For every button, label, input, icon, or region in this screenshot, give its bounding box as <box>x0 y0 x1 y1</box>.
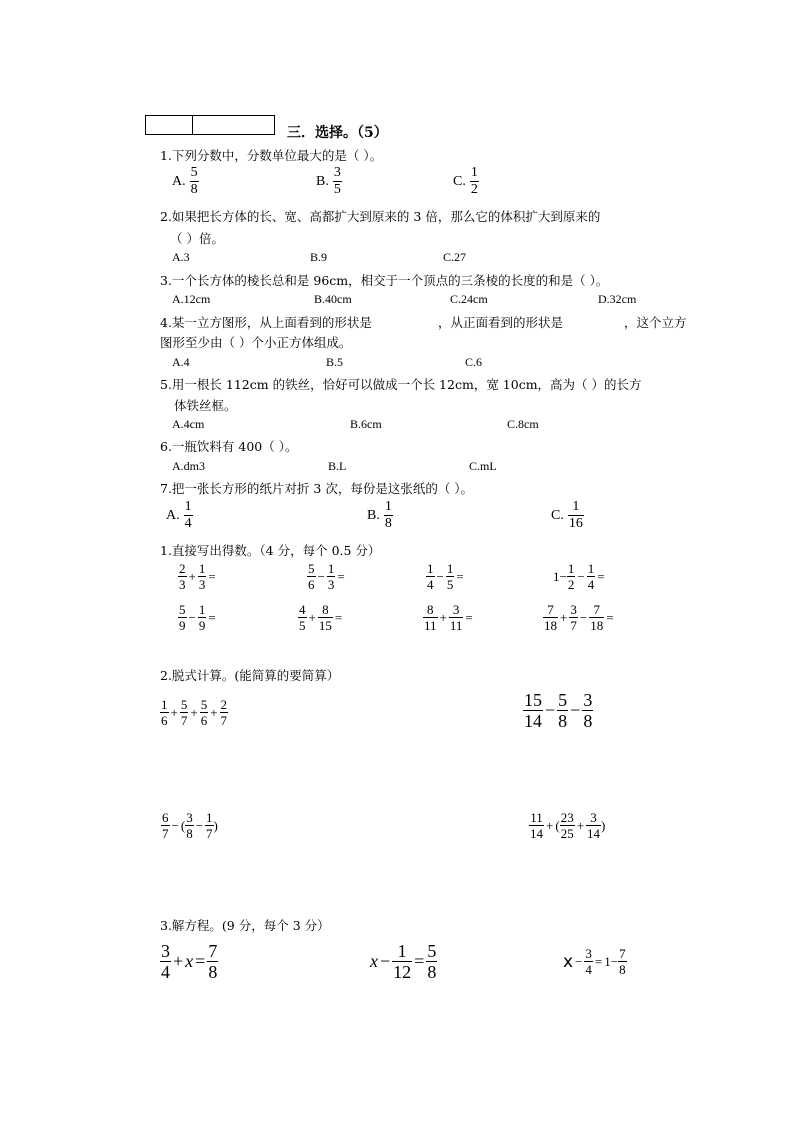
expr-4: $\frac{11}{14}$ + ( $\frac{23}{25}$ + $\frac{3}{14}$ ) <box>530 810 606 841</box>
q6-option-b: B.L <box>328 459 347 473</box>
expr-3: $\frac{6}{7}$ − ( $\frac{3}{8}$ − $\frac{1}{7}$ ) <box>162 810 218 841</box>
expr-2: $\frac{15}{14}$ − $\frac{5}{8}$ − $\frac{3}{8}$ <box>524 690 593 731</box>
part2-heading: 2.脱式计算。(能简算的要简算） <box>160 668 340 683</box>
part1-heading: 1.直接写出得数。（4 分，每个 0.5 分） <box>160 543 381 558</box>
q3-option-b: B.40cm <box>314 292 352 306</box>
question-2-cont: （ ）倍。 <box>170 231 224 246</box>
q1-option-c: C. $\frac{1}{2}$ <box>453 165 478 197</box>
q4-option-a: A.4 <box>172 355 190 369</box>
q5-option-a: A.4cm <box>172 417 205 431</box>
calc-2-4: $\frac{7}{18}$ + $\frac{3}{7}$ − $\frac{7}{18}$ = <box>544 602 614 633</box>
section-heading: 三．选择。（5） <box>287 125 388 141</box>
q7-option-b: B. $\frac{1}{8}$ <box>367 499 392 531</box>
question-2: 2.如果把长方体的长、宽、高都扩大到原来的 3 倍，那么它的体积扩大到原来的 <box>160 209 601 224</box>
q4-option-c: C.6 <box>465 355 483 369</box>
q7-option-c: C. $\frac{1}{16}$ <box>551 499 583 531</box>
question-4-end: ，这个立方 <box>624 315 687 330</box>
equation-2: x − $\frac{1}{12}$ = $\frac{5}{8}$ <box>370 941 437 982</box>
expr-1: $\frac{1}{6}$ + $\frac{5}{7}$ + $\frac{5}{6}$ + $\frac{2}{7}$ <box>161 697 228 728</box>
question-7: 7.把一张长方形的纸片对折 3 次，每份是这张纸的（ ）。 <box>160 481 474 496</box>
q7-option-a: A. $\frac{1}{4}$ <box>166 499 192 531</box>
question-5: 5.用一根长 112cm 的铁丝，恰好可以做成一个长 12cm，宽 10cm，高为（ ）的长方 <box>160 377 642 392</box>
calc-1-1: $\frac{2}{3}$ + $\frac{1}{3}$ = <box>179 561 216 592</box>
calc-2-2: $\frac{4}{5}$ + $\frac{8}{15}$ = <box>299 602 343 633</box>
question-4: 4.某一立方图形，从上面看到的形状是 <box>160 315 372 330</box>
question-6: 6.一瓶饮料有 400（ ）。 <box>160 439 298 454</box>
question-4-cont: 图形至少由（ ）个小正方体组成。 <box>160 335 352 350</box>
calc-1-3: $\frac{1}{4}$ − $\frac{1}{5}$ = <box>427 561 464 592</box>
equation-1: $\frac{3}{4}$ + x = $\frac{7}{8}$ <box>161 941 218 982</box>
q3-option-d: D.32cm <box>598 292 637 306</box>
q2-option-a: A.3 <box>172 250 190 264</box>
calc-2-3: $\frac{8}{11}$ + $\frac{3}{11}$ = <box>424 602 473 633</box>
question-3: 3.一个长方体的棱长总和是 96cm，相交于一个顶点的三条棱的长度的和是（ ）。 <box>160 273 609 288</box>
calc-2-1: $\frac{5}{9}$ − $\frac{1}{9}$ = <box>179 602 216 633</box>
score-box <box>145 115 275 135</box>
question-5-cont: 体铁丝框。 <box>174 398 237 413</box>
q1-option-a: A. $\frac{5}{8}$ <box>172 165 198 197</box>
question-4-mid: ，从正面看到的形状是 <box>438 315 564 330</box>
calc-1-2: $\frac{5}{6}$ − $\frac{1}{3}$ = <box>308 561 345 592</box>
q5-option-c: C.8cm <box>507 417 539 431</box>
q4-option-b: B.5 <box>326 355 344 369</box>
q2-option-c: C.27 <box>443 250 467 264</box>
q6-option-c: C.mL <box>469 459 497 473</box>
q6-option-a: A.dm3 <box>172 459 205 473</box>
question-1: 1.下列分数中，分数单位最大的是（ ）。 <box>160 148 383 163</box>
equation-3: x − $\frac{3}{4}$ = 1− $\frac{7}{8}$ <box>563 946 626 977</box>
part3-heading: 3.解方程。(9 分，每个 3 分） <box>160 918 330 933</box>
q3-option-a: A.12cm <box>172 292 211 306</box>
q2-option-b: B.9 <box>310 250 328 264</box>
calc-1-4: 1− $\frac{1}{2}$ − $\frac{1}{4}$ = <box>553 561 605 592</box>
q3-option-c: C.24cm <box>450 292 488 306</box>
q5-option-b: B.6cm <box>350 417 382 431</box>
q1-option-b: B. $\frac{3}{5}$ <box>316 165 341 197</box>
